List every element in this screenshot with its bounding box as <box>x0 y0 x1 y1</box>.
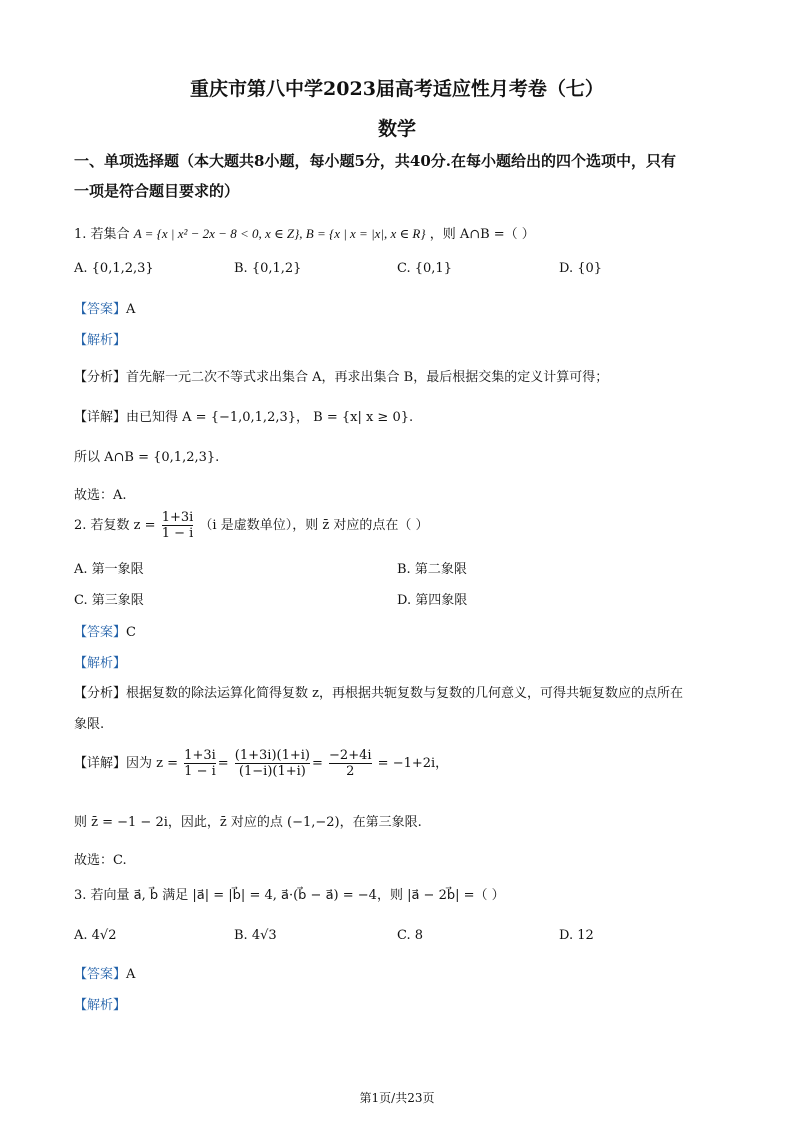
q2-xj-f3-numerator: −2+4i <box>329 748 372 763</box>
q2-xj-fraction-1 <box>184 748 216 779</box>
q2-xiangjie: 【详解】因为 z = $\frac{1+3i}{1 - i}$ = $\frac{(1+3i)(1+i)}{(1-i)(1+i)}$ = $\frac{-2+4i}{2}$ = −1+2i， <box>74 748 449 779</box>
q3-analysis-tag: 【解析】 <box>74 998 127 1013</box>
q1-option-c: C. {0,1} <box>397 261 452 276</box>
q2-xj-f1-numerator: 1+3i <box>184 748 216 763</box>
q2-fenxi-text: 根据复数的除法运算化简得复数 z，再根据共轭复数与复数的几何意义，可得共轭复数应的点所在 <box>126 686 683 701</box>
q1-stem <box>74 223 535 242</box>
q2-fraction <box>162 510 194 541</box>
q1-xiangjie-text: 由已知得 A = {−1,0,1,2,3}， B = {x| x ≥ 0}. <box>126 410 414 425</box>
q2-xj-f2-denominator: (1−i)(1+i) <box>238 764 306 779</box>
q2-option-c: C. 第三象限 <box>74 593 144 608</box>
q3-stem: 3. 若向量 a⃗, b⃗ 满足 |a⃗| = |b⃗| = 4, a⃗·(b⃗ − a⃗) = −4，则 |a⃗ − 2b⃗| =（ ） <box>74 888 505 903</box>
q2-option-a: A. 第一象限 <box>74 562 144 577</box>
q1-option-a: A. {0,1,2,3} <box>74 261 154 276</box>
q2-xj-f3-denominator: 2 <box>346 764 355 779</box>
q1-stem-suffix: ，则 A∩B =（ ） <box>429 227 535 242</box>
page-footer: 第1页/共23页 <box>359 1091 435 1105</box>
section-heading-line2: 一项是符合题目要求的） <box>74 182 240 200</box>
q2-xj-fraction-3 <box>329 748 372 779</box>
q1-answer-tag: 【答案】 <box>74 302 127 317</box>
q1-answer-value: A <box>126 302 136 317</box>
q1-stem-math: A = {x | x² − 2x − 8 < 0, x ∈ Z}, B = {x | x = |x|, x ∈ R} <box>133 226 426 241</box>
q2-xj-f2-numerator: (1+3i)(1+i) <box>234 748 310 763</box>
q1-analysis-tag: 【解析】 <box>74 333 127 348</box>
q2-answer-value: C <box>126 625 136 640</box>
q2-frac-denominator: 1 − i <box>161 526 194 541</box>
subject-title: 数学 <box>377 118 416 140</box>
q3-answer-value: A <box>126 967 136 982</box>
q3-option-c: C. 8 <box>397 928 424 943</box>
q2-frac-numerator: 1+3i <box>161 510 194 525</box>
page-title: 重庆市第八中学2023届高考适应性月考卷（七） <box>190 78 604 100</box>
q1-stem-prefix: 1. 若集合 <box>74 227 130 242</box>
q2-fenxi-line2: 象限. <box>74 717 105 732</box>
q3-option-b: B. 4√3 <box>234 928 277 943</box>
q1-result: 所以 A∩B = {0,1,2,3}. <box>74 450 220 465</box>
section-heading-line1: 一、单项选择题（本大题共8小题，每小题5分，共40分.在每小题给出的四个选项中，只有 <box>74 152 676 170</box>
q1-fenxi <box>74 366 608 385</box>
q2-xj-fraction-2 <box>235 748 310 779</box>
q1-conclusion: 故选：A. <box>74 488 127 503</box>
q2-fenxi-line1 <box>74 682 683 701</box>
q2-analysis-tag: 【解析】 <box>74 656 127 671</box>
q1-fenxi-text: 首先解一元二次不等式求出集合 A，再求出集合 B，最后根据交集的定义计算可得； <box>126 370 609 385</box>
q3-option-a: A. 4√2 <box>74 928 117 943</box>
q2-option-b: B. 第二象限 <box>397 562 467 577</box>
q2-answer <box>74 621 136 640</box>
q2-conjugate-line: 则 z̄ = −1 − 2i，因此，z̄ 对应的点 (−1,−2)，在第三象限. <box>74 815 422 830</box>
q1-xiangjie <box>74 406 413 425</box>
q2-option-d: D. 第四象限 <box>397 593 468 608</box>
q2-answer-tag: 【答案】 <box>74 625 127 640</box>
q1-fenxi-tag: 【分析】 <box>74 370 127 385</box>
q2-xiangjie-prefix: 因为 z = <box>126 756 179 771</box>
q2-xj-f1-denominator: 1 − i <box>184 764 216 779</box>
q1-xiangjie-tag: 【详解】 <box>74 410 127 425</box>
q2-stem-suffix: （i 是虚数单位），则 z̄ 对应的点在（ ） <box>199 518 429 533</box>
q1-option-d: D. {0} <box>559 261 603 276</box>
q2-conclusion: 故选：C. <box>74 853 127 868</box>
q1-answer <box>74 298 135 317</box>
q3-answer-tag: 【答案】 <box>74 967 127 982</box>
q3-option-d: D. 12 <box>559 928 594 943</box>
q3-answer <box>74 963 135 982</box>
q2-fenxi-tag: 【分析】 <box>74 686 127 701</box>
q2-stem <box>74 510 428 541</box>
q1-option-b: B. {0,1,2} <box>234 261 302 276</box>
q2-xiangjie-suffix: = −1+2i， <box>377 756 449 771</box>
q2-xiangjie-tag: 【详解】 <box>74 756 127 771</box>
q2-stem-prefix: 2. 若复数 z = <box>74 518 156 533</box>
